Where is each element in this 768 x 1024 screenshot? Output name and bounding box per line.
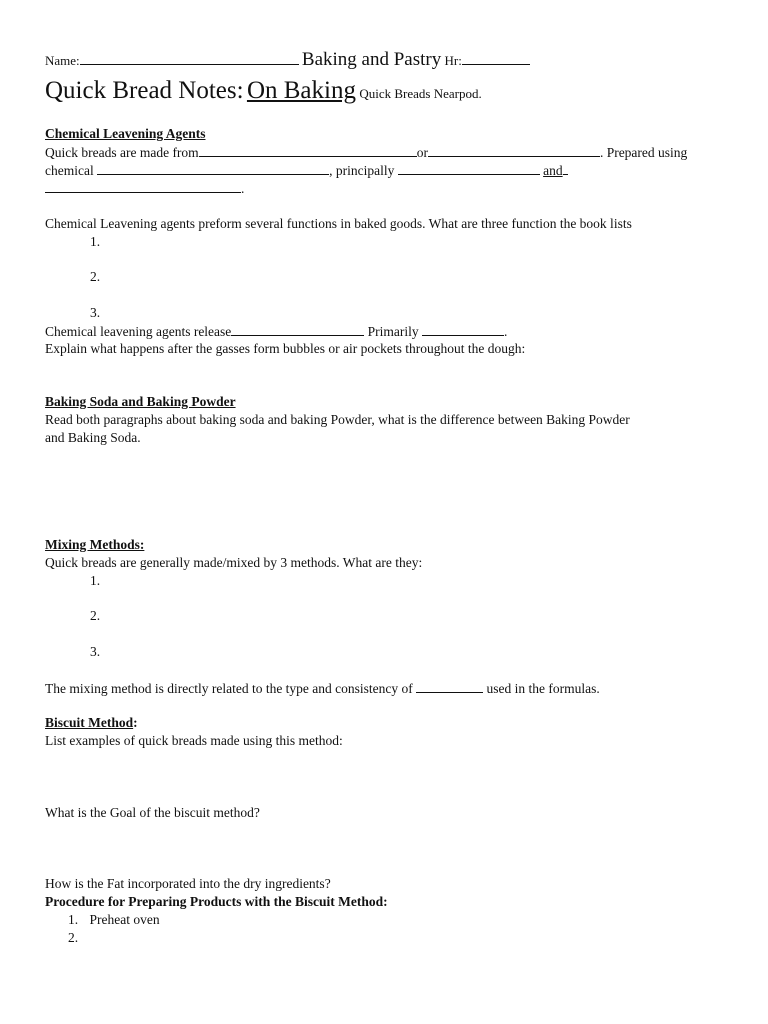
mixing-heading: Mixing Methods: <box>45 537 145 552</box>
step-1-text: Preheat oven <box>89 912 160 927</box>
period-text: . <box>241 181 245 196</box>
procedure-step-1 <box>68 911 160 928</box>
release-period: . <box>504 324 508 339</box>
mixing-item-2: 2. <box>90 608 101 623</box>
soda-question-line-1: Read both paragraphs about baking soda and baking Powder, what is the difference between Baking Powder <box>45 412 630 427</box>
made-from-blank-2[interactable] <box>428 143 600 157</box>
and-blank[interactable] <box>45 179 241 193</box>
related-suffix: used in the formulas. <box>486 681 600 696</box>
procedure-step-2 <box>68 929 86 946</box>
prepared-using-text: . Prepared using <box>599 145 688 160</box>
biscuit-goal-question: What is the Goal of the biscuit method? <box>45 805 260 820</box>
explain-question: Explain what happens after the gasses form bubbles or air pockets throughout the dough: <box>45 341 526 356</box>
and-text: and <box>543 163 563 178</box>
primarily-blank[interactable] <box>422 322 504 336</box>
release-blank[interactable] <box>231 322 364 336</box>
mixing-question: Quick breads are generally made/mixed by 3 methods. What are they: <box>45 555 423 570</box>
consistency-blank[interactable] <box>416 679 483 693</box>
chemical-blank[interactable] <box>97 161 329 175</box>
chemical-line <box>45 161 568 179</box>
biscuit-heading-text: Biscuit Method <box>45 715 134 730</box>
principally-text: , principally <box>329 163 395 178</box>
or-text: or <box>416 145 428 160</box>
hr-blank[interactable] <box>462 51 530 65</box>
release-text: Chemical leavening agents release <box>45 324 232 339</box>
related-line <box>45 679 600 697</box>
release-line <box>45 322 507 340</box>
principally-blank[interactable] <box>398 161 540 175</box>
hr-label: Hr: <box>444 53 462 68</box>
soda-heading: Baking Soda and Baking Powder <box>45 394 236 409</box>
biscuit-heading <box>45 714 138 731</box>
primarily-text: Primarily <box>367 324 419 339</box>
made-from-line <box>45 143 687 161</box>
title-underlined: On Baking <box>246 77 356 104</box>
title-prefix: Quick Bread Notes: <box>45 77 244 104</box>
name-blank[interactable] <box>80 51 299 65</box>
chemical-line-2 <box>45 179 244 197</box>
title-subtitle: Quick Breads Nearpod. <box>359 86 482 101</box>
and-tail-blank <box>563 161 568 175</box>
mixing-item-1: 1. <box>90 573 101 588</box>
course-name: Baking and Pastry <box>301 49 442 70</box>
made-from-blank-1[interactable] <box>199 143 417 157</box>
chemical-label: chemical <box>45 163 94 178</box>
biscuit-fat-question: How is the Fat incorporated into the dry ingredients? <box>45 876 331 891</box>
biscuit-procedure-heading: Procedure for Preparing Products with the Biscuit Method: <box>45 894 388 909</box>
functions-question: Chemical Leavening agents preform several functions in baked goods. What are three function the book lists <box>45 216 632 231</box>
step-1-number: 1. <box>68 912 79 927</box>
mixing-item-3: 3. <box>90 644 101 659</box>
chemical-heading: Chemical Leavening Agents <box>45 126 206 141</box>
biscuit-examples-question: List examples of quick breads made using this method: <box>45 733 343 748</box>
header-line <box>45 51 530 69</box>
function-item-3: 3. <box>90 305 101 320</box>
name-label: Name: <box>45 53 80 68</box>
page-title <box>45 76 482 106</box>
step-2-number: 2. <box>68 930 79 945</box>
related-prefix: The mixing method is directly related to the type and consistency of <box>45 681 413 696</box>
function-item-2: 2. <box>90 269 101 284</box>
function-item-1: 1. <box>90 234 101 249</box>
soda-question-line-2: and Baking Soda. <box>45 430 141 445</box>
biscuit-heading-colon: : <box>133 715 138 730</box>
made-from-text: Quick breads are made from <box>45 145 199 160</box>
